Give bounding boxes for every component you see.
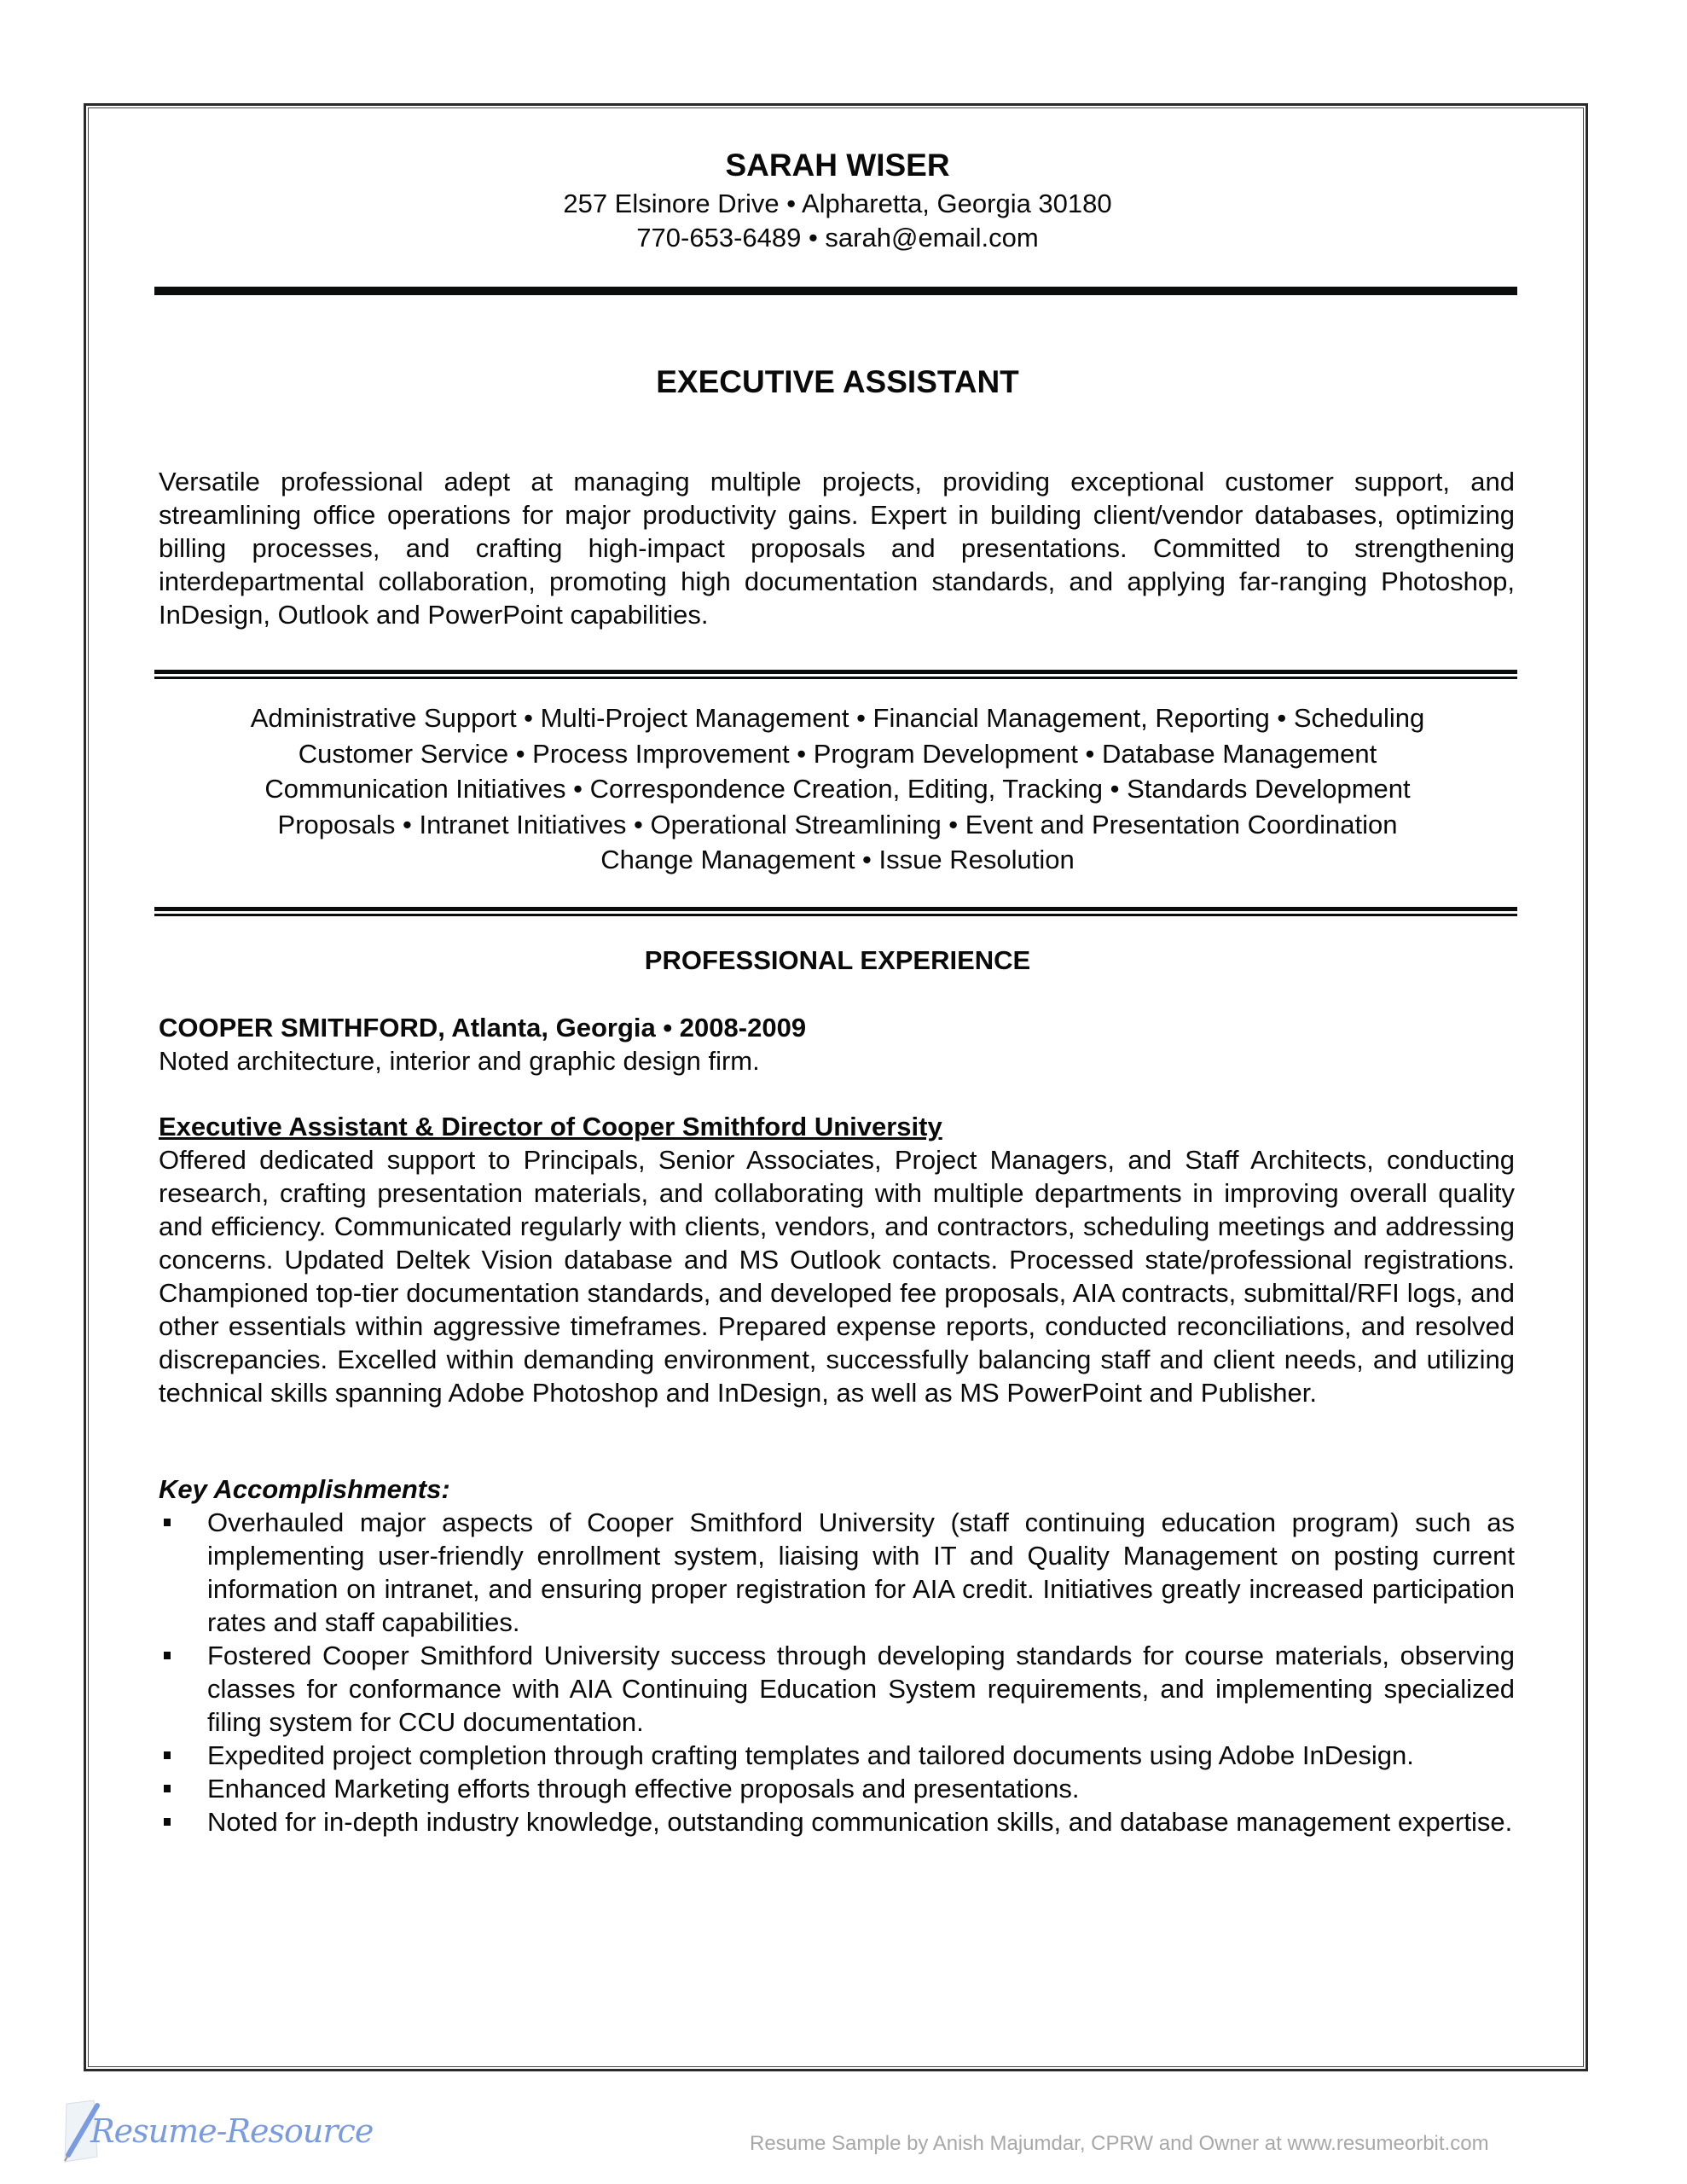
skills-list xyxy=(158,700,1517,878)
footer-credit: Resume Sample by Anish Majumdar, CPRW and Owner at www.resumeorbit.com xyxy=(750,2132,1489,2155)
list-item: Enhanced Marketing efforts through effective proposals and presentations. xyxy=(159,1772,1515,1805)
header-divider xyxy=(154,287,1517,295)
job-description: Offered dedicated support to Principals, Senior Associates, Project Managers, and Staff Architects, conducting research, crafting presentation materials, and collaborating with multiple departments in improving overall quality and efficiency. Communicated regularly with clients, vendors, and contractors, scheduling meetings and addressing concerns. Updated Deltek Vision database and MS Outlook contacts. Processed state/professional registrations. Championed top-tier documentation standards, and developed fee proposals, AIA contracts, submittal/RFI logs, and other essentials within aggressive timeframes. Prepared expense reports, conducted reconciliations, and resolved discrepancies. Excelled within demanding environment, successfully balancing staff and client needs, and utilizing technical skills spanning Adobe Photoshop and InDesign, as well as MS PowerPoint and Publisher. xyxy=(159,1145,1515,1408)
candidate-name: SARAH WISER xyxy=(725,148,950,183)
list-item: Expedited project completion through crafting templates and tailored documents using Adobe InDesign. xyxy=(159,1739,1515,1772)
resume-resource-logo xyxy=(60,2097,374,2165)
list-item: Overhauled major aspects of Cooper Smithford University (staff continuing education program) such as implementing user-friendly enrollment system, liaising with IT and Quality Management on posting current information on intranet, and ensuring proper registration for AIA credit. Initiatives greatly increased participation rates and staff capabilities. xyxy=(159,1506,1515,1639)
skills-line: Change Management • Issue Resolution xyxy=(600,845,1075,874)
square-bullet-icon xyxy=(164,1818,171,1826)
accomplishments-list xyxy=(159,1506,1515,1838)
address-line: 257 Elsinore Drive • Alpharetta, Georgia 30180 xyxy=(563,189,1112,218)
accomplishments-heading: Key Accomplishments: xyxy=(159,1474,450,1504)
skills-top-divider xyxy=(154,670,1517,680)
skills-line: Communication Initiatives • Correspondence Creation, Editing, Tracking • Standards Development xyxy=(264,774,1411,804)
resume-title: EXECUTIVE ASSISTANT xyxy=(656,364,1019,399)
section-heading-experience: PROFESSIONAL EXPERIENCE xyxy=(644,945,1031,975)
skills-line: Customer Service • Process Improvement • Program Development • Database Management xyxy=(298,738,1377,769)
summary-paragraph: Versatile professional adept at managing multiple projects, providing exceptional customer support, and streamlining office operations for major productivity gains. Expert in building client/vendor databases, optimizing billing processes, and crafting high-impact proposals and presentations. Committed to strengthening interdepartmental collaboration, promoting high documentation standards, and applying far-ranging Photoshop, InDesign, Outlook and PowerPoint capabilities. xyxy=(159,467,1515,630)
job-title: Executive Assistant & Director of Cooper Smithford University xyxy=(159,1112,942,1141)
list-item: Fostered Cooper Smithford University success through developing standards for course materials, observing classes for conformance with AIA Continuing Education System requirements, and implementing specialized filing system for CCU documentation. xyxy=(159,1639,1515,1739)
square-bullet-icon xyxy=(164,1751,171,1759)
list-item: Noted for in-depth industry knowledge, outstanding communication skills, and database management expertise. xyxy=(159,1805,1515,1838)
square-bullet-icon xyxy=(164,1519,171,1526)
contact-line: 770-653-6489 • sarah@email.com xyxy=(636,223,1039,253)
skills-bottom-divider xyxy=(154,907,1517,917)
company-line: COOPER SMITHFORD, Atlanta, Georgia • 2008-2009 xyxy=(159,1013,807,1043)
skills-line: Administrative Support • Multi-Project Management • Financial Management, Reporting • Scheduling xyxy=(250,703,1425,733)
square-bullet-icon xyxy=(164,1652,171,1659)
skills-line: Proposals • Intranet Initiatives • Operational Streamlining • Event and Presentation Coordination xyxy=(277,809,1398,839)
company-description: Noted architecture, interior and graphic design firm. xyxy=(159,1046,760,1076)
logo-text: Resume-Resource xyxy=(90,2112,374,2150)
square-bullet-icon xyxy=(164,1785,171,1792)
